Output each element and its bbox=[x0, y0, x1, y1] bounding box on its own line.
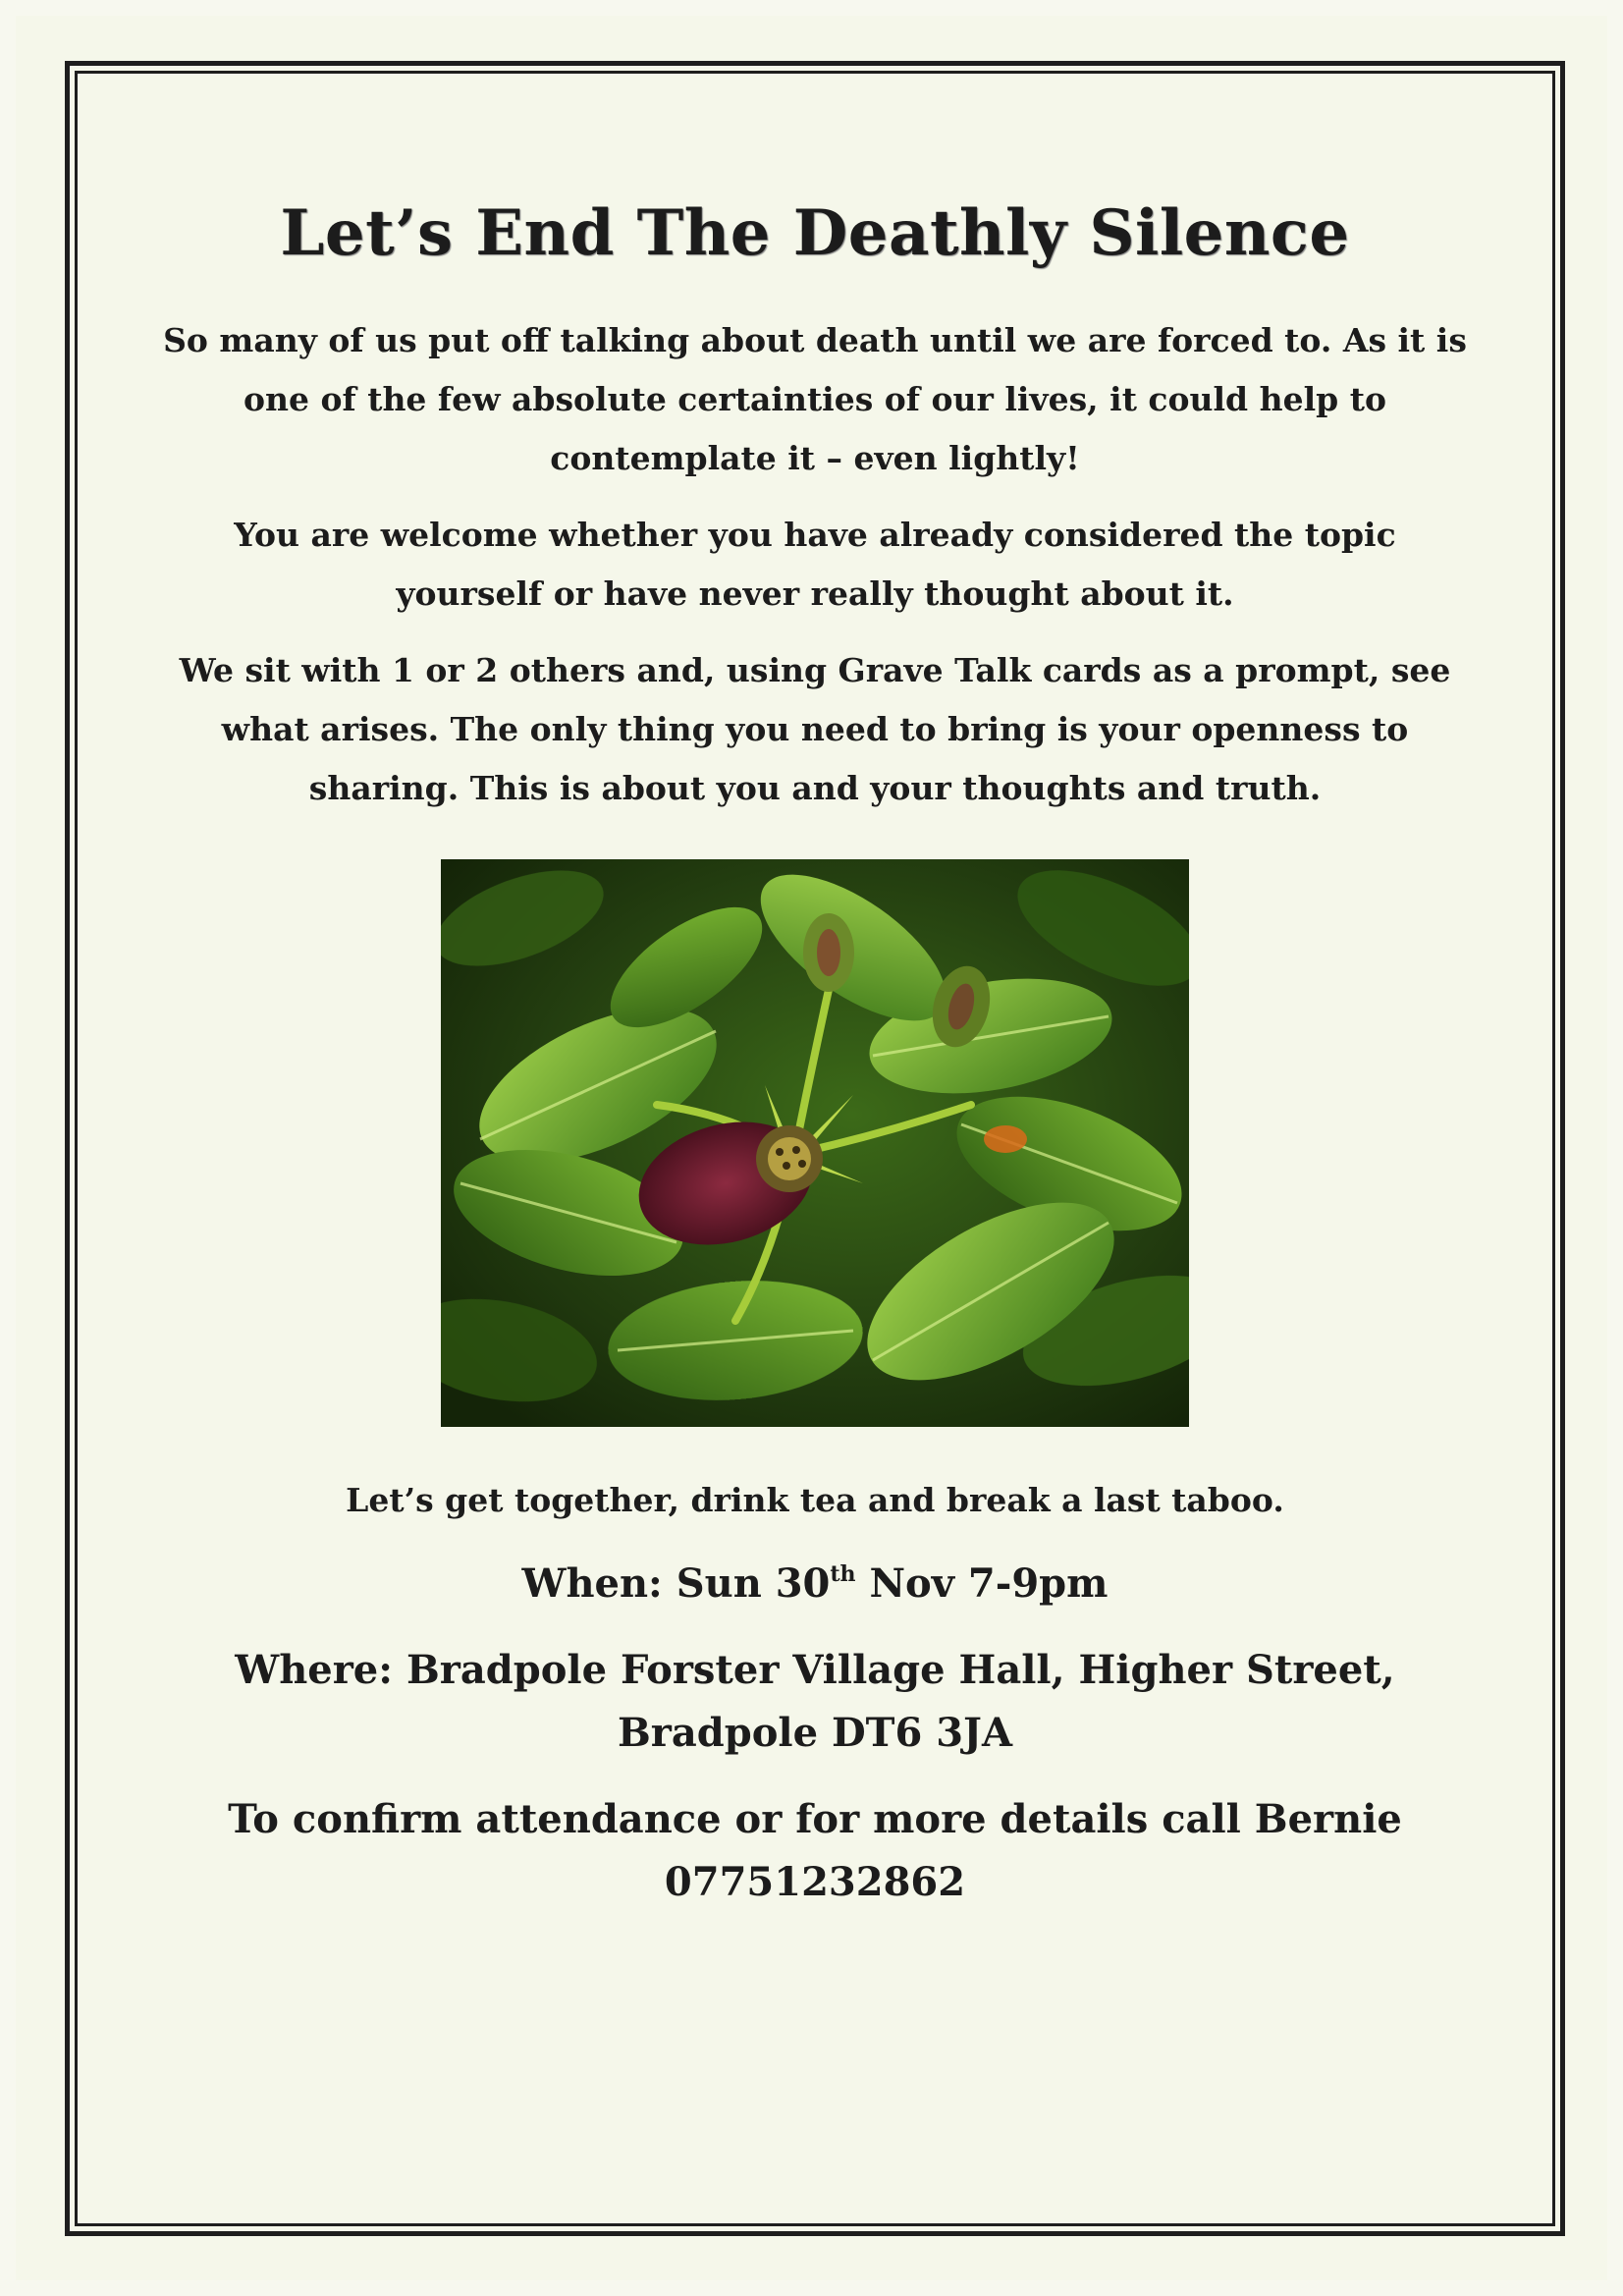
contact-text: To confirm attendance or for more details call Bernie bbox=[228, 1796, 1402, 1842]
welcome-paragraph: You are welcome whether you have already considered the topic yourself or have never really thought about it. bbox=[234, 516, 1396, 613]
rose-bush-photo bbox=[441, 859, 1189, 1427]
when-ordinal: th bbox=[830, 1561, 856, 1587]
contact-info bbox=[147, 1788, 1483, 1914]
when-prefix: When: Sun 30 bbox=[521, 1560, 831, 1607]
event-where bbox=[147, 1639, 1483, 1765]
tagline: Let’s get together, drink tea and break a last taboo. bbox=[346, 1481, 1284, 1519]
poster-content bbox=[147, 196, 1483, 1914]
event-when bbox=[147, 1555, 1483, 1613]
contact-phone[interactable]: 07751232862 bbox=[664, 1859, 966, 1905]
poster-title: Let’s End The Deathly Silence bbox=[280, 196, 1350, 270]
rose-bush-illustration bbox=[441, 859, 1189, 1427]
where-line-1: Where: Bradpole Forster Village Hall, Higher Street, bbox=[235, 1647, 1395, 1693]
where-line-2: Bradpole DT6 3JA bbox=[618, 1710, 1012, 1756]
format-paragraph: We sit with 1 or 2 others and, using Grave Talk cards as a prompt, see what arises. The only thing you need to bring is your openness to sharing. This is about you and your thoughts and truth. bbox=[179, 651, 1451, 807]
intro-paragraph: So many of us put off talking about death until we are forced to. As it is one of the few absolute certainties of our lives, it could help to contemplate it – even lightly! bbox=[163, 321, 1467, 477]
when-suffix: Nov 7-9pm bbox=[855, 1560, 1109, 1607]
